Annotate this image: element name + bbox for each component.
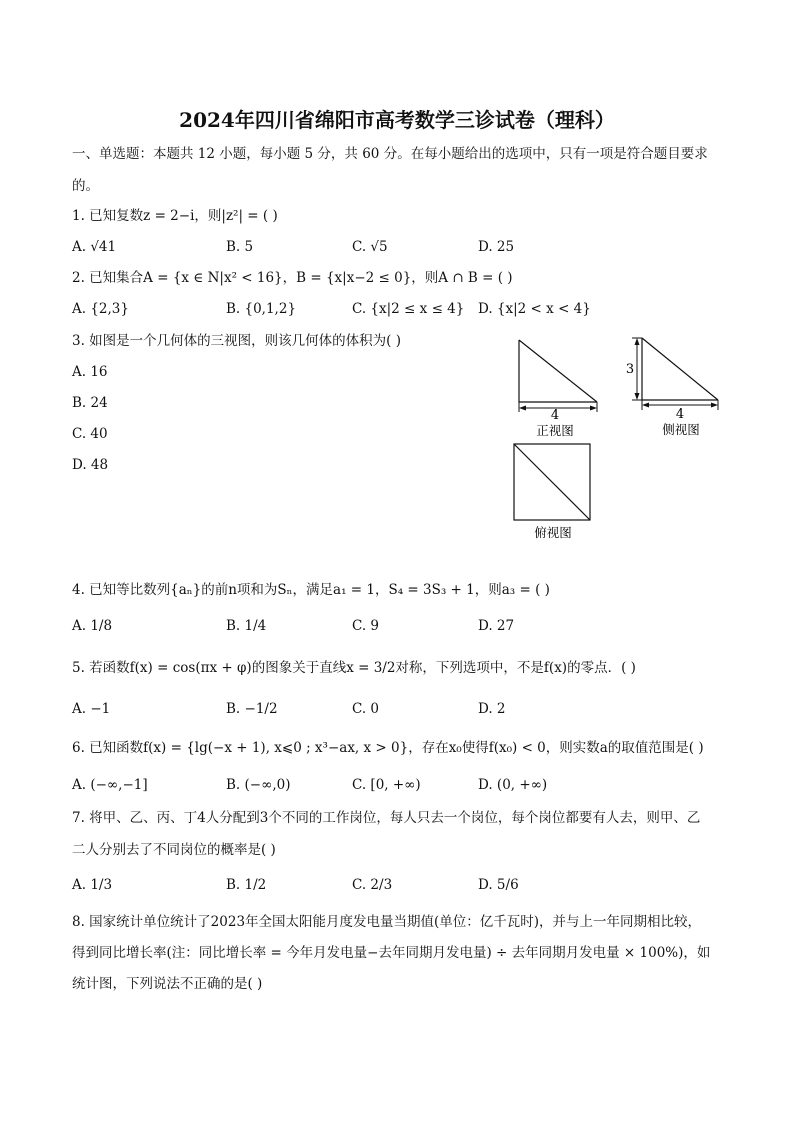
question-2-option-d[interactable]: D. {x|2 < x < 4} (478, 301, 591, 317)
question-2-option-a[interactable]: A. {2,3} (72, 301, 129, 317)
question-5-option-c[interactable]: C. 0 (352, 701, 380, 717)
question-6-option-b[interactable]: B. (−∞,0) (226, 777, 291, 793)
question-5-stem: 5. 若函数f(x) = cos(πx + φ)的图象关于直线x = 3/2对称，下列选项中，不是f(x)的零点．( ) (72, 660, 636, 676)
question-8-stem-line2: 得到同比增长率(注：同比增长率 = 今年月发电量−去年同期月发电量) ÷ 去年同期月发电量 × 100%)，如 (72, 945, 711, 961)
question-4-option-d[interactable]: D. 27 (478, 618, 515, 634)
front-view (519, 340, 597, 438)
side-view-label: 侧视图 (662, 422, 700, 437)
question-7-option-d[interactable]: D. 5/6 (478, 877, 519, 893)
question-7-option-b[interactable]: B. 1/2 (226, 877, 267, 893)
question-4-option-a[interactable]: A. 1/8 (72, 618, 113, 634)
question-5-option-d[interactable]: D. 2 (478, 701, 506, 717)
question-6-stem: 6. 已知函数f(x) = {lg(−x + 1), x⩽0 ; x³−ax, x > 0}，存在x₀使得f(x₀) < 0，则实数a的取值范围是( ) (72, 740, 704, 756)
question-8-stem-line1: 8. 国家统计单位统计了2023年全国太阳能月度发电量当期值(单位：亿千瓦时)，并与上一年同期相比较， (72, 914, 702, 930)
question-2-option-b[interactable]: B. {0,1,2} (226, 301, 297, 317)
question-1-option-d[interactable]: D. 25 (478, 239, 515, 255)
question-7-option-a[interactable]: A. 1/3 (72, 877, 113, 893)
side-view-width-dimension: 4 (675, 407, 685, 422)
question-7-option-c[interactable]: C. 2/3 (352, 877, 393, 893)
side-view-height-dimension: 3 (625, 362, 635, 377)
question-3-option-a[interactable]: A. 16 (72, 364, 108, 380)
question-1-option-b[interactable]: B. 5 (226, 239, 254, 255)
question-4-option-c[interactable]: C. 9 (352, 618, 380, 634)
question-1-option-c[interactable]: C. √5 (352, 239, 388, 255)
section-instruction-line2: 的。 (72, 178, 99, 194)
question-4-option-b[interactable]: B. 1/4 (226, 618, 267, 634)
question-4-stem: 4. 已知等比数列{aₙ}的前n项和为Sₙ，满足a₁ = 1，S₄ = 3S₃ + 1，则a₃ = ( ) (72, 582, 550, 598)
question-7-stem-line2: 二人分别去了不同岗位的概率是( ) (72, 842, 276, 858)
question-2-stem: 2. 已知集合A = {x ∈ N|x² < 16}，B = {x|x−2 ≤ 0}，则A ∩ B = ( ) (72, 270, 513, 286)
top-view-label: 俯视图 (534, 525, 572, 540)
side-view (626, 338, 718, 437)
question-2-option-c[interactable]: C. {x|2 ≤ x ≤ 4} (352, 301, 465, 317)
question-6-option-c[interactable]: C. [0, +∞) (352, 777, 421, 793)
question-1-option-a[interactable]: A. √41 (72, 239, 117, 255)
section-instruction-line1: 一、单选题：本题共 12 小题，每小题 5 分，共 60 分。在每小题给出的选项中，只有一项是符合题目要求 (72, 146, 708, 162)
question-5-option-a[interactable]: A. −1 (72, 701, 111, 717)
question-3-option-d[interactable]: D. 48 (72, 457, 109, 473)
question-3-option-b[interactable]: B. 24 (72, 395, 108, 411)
top-view (514, 444, 590, 540)
question-6-option-d[interactable]: D. (0, +∞) (478, 777, 548, 793)
question-3-option-c[interactable]: C. 40 (72, 426, 108, 442)
three-view-figure (500, 330, 740, 545)
question-1-stem: 1. 已知复数z = 2−i，则|z²| = ( ) (72, 208, 278, 224)
question-3-stem: 3. 如图是一个几何体的三视图，则该几何体的体积为( ) (72, 333, 401, 349)
front-view-label: 正视图 (536, 423, 574, 438)
question-5-option-b[interactable]: B. −1/2 (226, 701, 278, 717)
page-title: 2024年四川省绵阳市高考数学三诊试卷（理科） (179, 108, 615, 132)
question-6-option-a[interactable]: A. (−∞,−1] (72, 777, 148, 793)
question-8-stem-line3: 统计图，下列说法不正确的是( ) (72, 976, 263, 992)
front-view-dimension: 4 (550, 408, 560, 423)
question-7-stem-line1: 7. 将甲、乙、丙、丁4人分配到3个不同的工作岗位，每人只去一个岗位，每个岗位都要有人去，则甲、乙 (72, 810, 701, 826)
